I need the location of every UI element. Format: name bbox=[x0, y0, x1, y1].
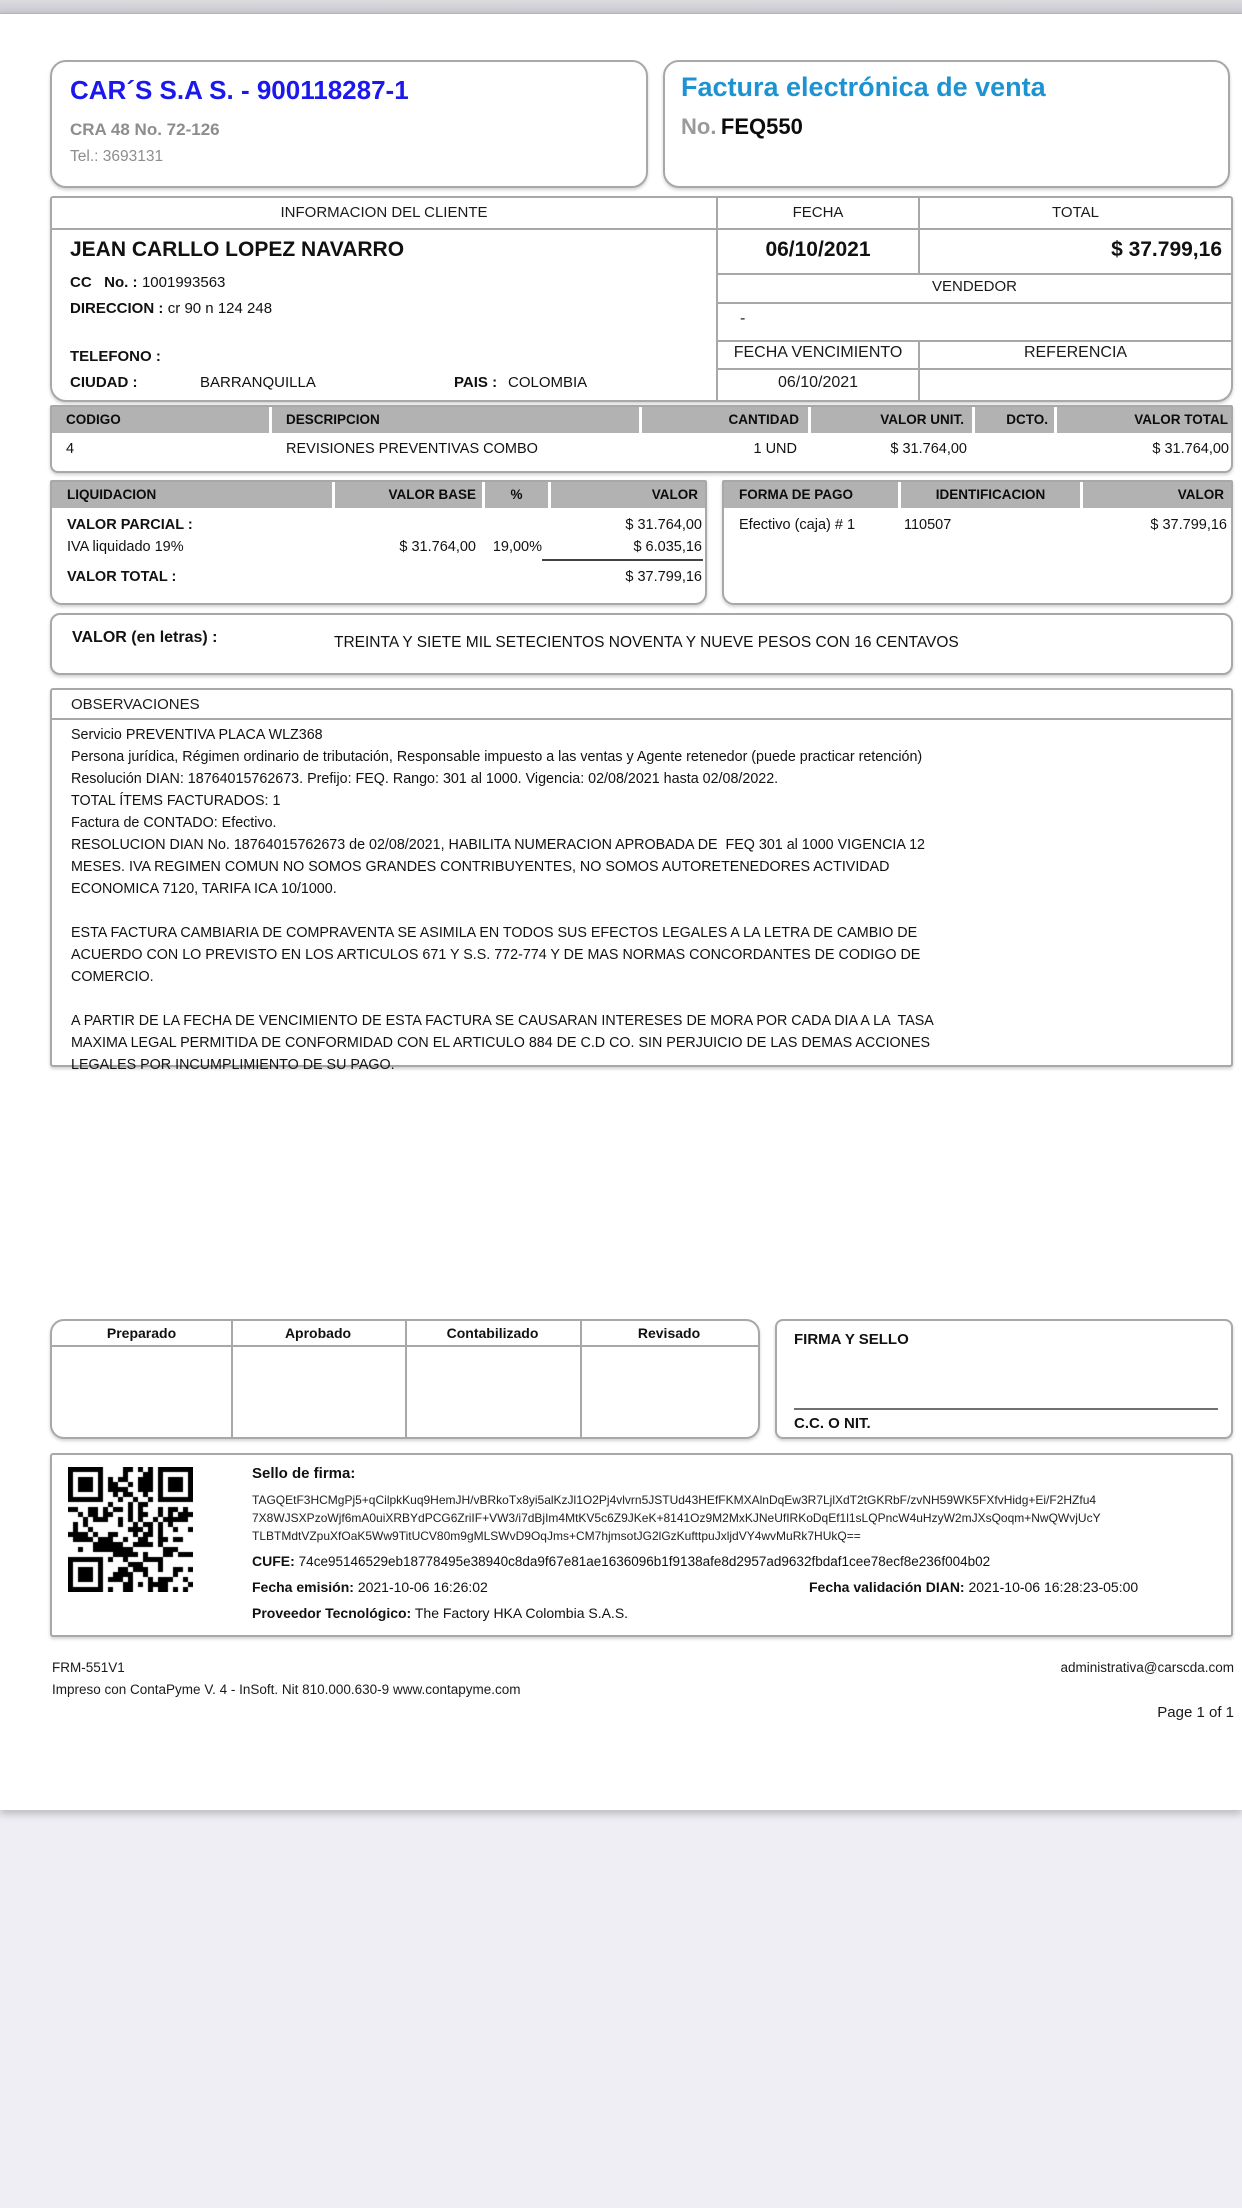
invoice-number-label: No. bbox=[681, 114, 717, 139]
vencimiento-label: FECHA VENCIMIENTO bbox=[733, 344, 903, 361]
approval-col-contabilizado: Contabilizado bbox=[446, 1325, 539, 1341]
pago-table bbox=[722, 480, 1233, 605]
pago-forma: Efectivo (caja) # 1 bbox=[739, 517, 856, 533]
fecha-emision-label: Fecha emisión: bbox=[252, 1579, 354, 1595]
sello-line: 7X8WJSXPzoWjf6mA0uiXRBYdPCG6ZriIF+VW3/i7dBjIm4MtKV5c6Z9JKeK+8141Oz9M2MxKJNeUfIRKoDqEf1l1sLQPncW4uHzyW2mJXsQoqm+NwQWvjUcY bbox=[252, 1511, 1101, 1525]
fecha-emision-line bbox=[252, 1579, 488, 1595]
observaciones-line: Persona jurídica, Régimen ordinario de tributación, Responsable impuesto a las ventas y Agente retenedor (puede practicar retención) bbox=[71, 749, 923, 765]
observaciones-line: LEGALES POR INCUMPLIMIENTO DE SU PAGO. bbox=[71, 1057, 395, 1073]
items-header-valor-unit: VALOR UNIT. bbox=[811, 407, 972, 433]
status-bar bbox=[0, 0, 1242, 14]
valor-letras-box bbox=[50, 613, 1233, 675]
item-valor-total: $ 31.764,00 bbox=[1152, 441, 1229, 457]
liq-row-parcial bbox=[52, 515, 705, 535]
observaciones-line: ECONOMICA 7120, TARIFA ICA 10/1000. bbox=[71, 881, 337, 897]
observaciones-line: MESES. IVA REGIMEN COMUN NO SOMOS GRANDES CONTRIBUYENTES, NO SOMOS AUTORETENEDORES ACTIVIDAD bbox=[71, 859, 890, 875]
qr-code bbox=[68, 1467, 193, 1592]
form-code: FRM-551V1 bbox=[52, 1660, 125, 1675]
observaciones-line: Factura de CONTADO: Efectivo. bbox=[71, 815, 277, 831]
client-country-value: COLOMBIA bbox=[508, 374, 588, 391]
observaciones-line bbox=[71, 900, 1216, 922]
observaciones-line: ESTA FACTURA CAMBIARIA DE COMPRAVENTA SE ASIMILA EN TODOS SUS EFECTOS LEGALES A LA LETRA DE CAMBIO DE bbox=[71, 925, 918, 941]
divider bbox=[52, 228, 1231, 230]
liq-header-valor-base: VALOR BASE bbox=[335, 482, 482, 508]
client-city-line bbox=[52, 374, 716, 394]
vencimiento-value: 06/10/2021 bbox=[777, 374, 859, 391]
sello-line: TAGQEtF3HCMgPj5+qCilpkKuq9HemJH/vBRkoTx8yi5alKzJl1O2Pj4vlvrn5JSTUd43HEfFKMXAlnDqEw3R7LjlXdT2tGKRbF/zvNH59WK5FXfvHidg+Ei/F2HZfu4 bbox=[252, 1493, 1097, 1507]
table-row bbox=[724, 515, 1231, 535]
client-address-label: DIRECCION : bbox=[70, 300, 164, 317]
items-table bbox=[50, 405, 1233, 473]
pago-valor: $ 37.799,16 bbox=[1150, 517, 1227, 533]
proveedor-line bbox=[252, 1605, 628, 1621]
seller-address: CRA 48 No. 72-126 bbox=[70, 120, 220, 139]
signature-line bbox=[794, 1408, 1218, 1410]
divider bbox=[716, 340, 1231, 342]
cufe-value: 74ce95146529eb18778495e38940c8da9f67e81ae1636096b1f9138afe8d2957ad9632fbdaf1cee78ecf8e236f004b02 bbox=[298, 1554, 991, 1569]
pago-header-forma: FORMA DE PAGO bbox=[724, 482, 898, 508]
invoice-title-box bbox=[663, 60, 1230, 188]
liq-row-total bbox=[52, 567, 705, 587]
ccnit-label: C.C. O NIT. bbox=[794, 1415, 871, 1432]
observaciones-line: Resolución DIAN: 18764015762673. Prefijo: FEQ. Rango: 301 al 1000. Vigencia: 02/08/2021 hasta 02/08/2022. bbox=[71, 771, 779, 787]
observaciones-line: COMERCIO. bbox=[71, 969, 154, 985]
observaciones-line: ACUERDO CON LO PREVISTO EN LOS ARTICULOS 671 Y S.S. 772-774 Y DE MAS NORMAS CONCORDANTES DE CODIGO DE bbox=[71, 947, 921, 963]
item-codigo: 4 bbox=[66, 441, 75, 457]
pago-header-identificacion: IDENTIFICACION bbox=[901, 482, 1080, 508]
client-cc-value: 1001993563 bbox=[141, 274, 226, 291]
fecha-validacion-line bbox=[809, 1579, 1138, 1595]
approval-col-preparado: Preparado bbox=[106, 1325, 177, 1341]
total-underline bbox=[542, 559, 703, 561]
liq-parcial-label: VALOR PARCIAL : bbox=[67, 517, 193, 533]
observaciones-line bbox=[71, 988, 1216, 1010]
page-indicator: Page 1 of 1 bbox=[1157, 1704, 1234, 1721]
liquidacion-table bbox=[50, 480, 707, 605]
items-header-valor-total: VALOR TOTAL bbox=[1057, 407, 1231, 433]
proveedor-value: The Factory HKA Colombia S.A.S. bbox=[414, 1605, 629, 1621]
referencia-label: REFERENCIA bbox=[1023, 344, 1128, 361]
observaciones-line: RESOLUCION DIAN No. 18764015762673 de 02/08/2021, HABILITA NUMERACION APROBADA DE FEQ 301 al 1000 VIGENCIA 12 bbox=[71, 837, 925, 853]
invoice-type-title: Factura electrónica de venta bbox=[681, 72, 1046, 102]
invoice-number-line bbox=[681, 114, 803, 140]
item-cantidad: 1 UND bbox=[753, 441, 797, 457]
items-header-cantidad: CANTIDAD bbox=[642, 407, 808, 433]
divider bbox=[405, 1321, 407, 1437]
seller-name: CAR´S S.A S. - 900118287-1 bbox=[70, 75, 409, 105]
invoice-page bbox=[0, 14, 1242, 1810]
client-name: JEAN CARLLO LOPEZ NAVARRO bbox=[70, 238, 405, 261]
liq-iva-pct: 19,00% bbox=[492, 539, 542, 555]
liq-row-iva bbox=[52, 537, 705, 557]
client-country-label: PAIS : bbox=[454, 374, 498, 391]
observaciones-body bbox=[71, 724, 1216, 1076]
items-header-descripcion: DESCRIPCION bbox=[272, 407, 639, 433]
client-city-label: CIUDAD : bbox=[70, 374, 138, 391]
pago-identificacion: 110507 bbox=[904, 517, 952, 533]
client-phone-line bbox=[70, 348, 161, 366]
observaciones-box bbox=[50, 688, 1233, 1073]
divider bbox=[52, 718, 1231, 720]
item-valor-unit: $ 31.764,00 bbox=[890, 441, 967, 457]
liq-total-label: VALOR TOTAL : bbox=[67, 569, 177, 585]
client-address-line bbox=[70, 300, 272, 318]
cufe-line bbox=[252, 1553, 990, 1569]
client-phone-label: TELEFONO : bbox=[70, 348, 161, 365]
liq-header-pct: % bbox=[485, 482, 548, 508]
cufe-label: CUFE: bbox=[252, 1553, 295, 1569]
fecha-emision-value: 2021-10-06 16:26:02 bbox=[357, 1579, 488, 1595]
fecha-value: 06/10/2021 bbox=[765, 238, 871, 261]
observaciones-line: TOTAL ÍTEMS FACTURADOS: 1 bbox=[71, 793, 281, 809]
vendedor-value: - bbox=[740, 310, 746, 327]
approval-col-revisado: Revisado bbox=[637, 1325, 701, 1341]
divider bbox=[580, 1321, 582, 1437]
liq-header-valor: VALOR bbox=[551, 482, 705, 508]
sello-line: TLBTMdtVZpuXfOaK5Ww9TitUCV80m9gMLSWvD9OqJms+CM7hjmsotJG2lGzKufttpuJxljdVY4wvMuRk7HUkQ== bbox=[252, 1529, 861, 1543]
client-address-value: cr 90 n 124 248 bbox=[167, 300, 273, 317]
pago-header-valor: VALOR bbox=[1083, 482, 1231, 508]
firma-sello-label: FIRMA Y SELLO bbox=[794, 1331, 909, 1348]
item-descripcion: REVISIONES PREVENTIVAS COMBO bbox=[286, 441, 538, 457]
liq-header-liquidacion: LIQUIDACION bbox=[52, 482, 332, 508]
valor-letras-label: VALOR (en letras) : bbox=[72, 629, 218, 646]
fecha-validacion-value: 2021-10-06 16:28:23-05:00 bbox=[968, 1579, 1139, 1595]
approval-col-aprobado: Aprobado bbox=[284, 1325, 352, 1341]
footer-email: administrativa@carscda.com bbox=[1060, 1660, 1234, 1675]
items-header-dcto: DCTO. bbox=[975, 407, 1054, 433]
table-row bbox=[52, 439, 1231, 461]
client-cc-line bbox=[70, 274, 225, 292]
approval-table bbox=[50, 1319, 760, 1439]
liq-iva-label: IVA liquidado 19% bbox=[67, 539, 184, 555]
valor-letras-value: TREINTA Y SIETE MIL SETECIENTOS NOVENTA Y NUEVE PESOS CON 16 CENTAVOS bbox=[334, 634, 959, 651]
divider bbox=[231, 1321, 233, 1437]
total-value: $ 37.799,16 bbox=[1111, 238, 1222, 261]
observaciones-line: A PARTIR DE LA FECHA DE VENCIMIENTO DE ESTA FACTURA SE CAUSARAN INTERESES DE MORA POR CADA DIA A LA TASA bbox=[71, 1013, 934, 1029]
sello-title: Sello de firma: bbox=[252, 1465, 356, 1482]
client-city-value: BARRANQUILLA bbox=[200, 374, 316, 391]
client-section-title: INFORMACION DEL CLIENTE bbox=[280, 204, 488, 221]
liq-total-valor: $ 37.799,16 bbox=[625, 569, 702, 585]
vendedor-label: VENDEDOR bbox=[931, 278, 1017, 295]
total-label: TOTAL bbox=[1052, 204, 1099, 221]
divider bbox=[716, 273, 1231, 275]
footer-impreso: Impreso con ContaPyme V. 4 - InSoft. Nit 810.000.630-9 www.contapyme.com bbox=[52, 1682, 521, 1697]
observaciones-line: Servicio PREVENTIVA PLACA WLZ368 bbox=[71, 727, 323, 743]
invoice-number: FEQ550 bbox=[720, 114, 803, 139]
liq-iva-base: $ 31.764,00 bbox=[399, 539, 476, 555]
observaciones-title: OBSERVACIONES bbox=[71, 696, 200, 713]
fecha-label: FECHA bbox=[792, 204, 844, 221]
divider bbox=[716, 368, 1231, 370]
firma-sello-box bbox=[775, 1319, 1233, 1439]
sello-signature-text bbox=[252, 1491, 1231, 1545]
fecha-validacion-label: Fecha validación DIAN: bbox=[809, 1579, 965, 1595]
liq-iva-valor: $ 6.035,16 bbox=[633, 539, 702, 555]
liq-parcial-valor: $ 31.764,00 bbox=[625, 517, 702, 533]
items-header-codigo: CODIGO bbox=[52, 407, 269, 433]
seller-phone: Tel.: 3693131 bbox=[70, 148, 164, 165]
observaciones-line: MAXIMA LEGAL PERMITIDA DE CONFORMIDAD CON EL ARTICULO 884 DE C.D CO. SIN PERJUICIO DE LAS DEMAS ACCIONES bbox=[71, 1035, 931, 1051]
divider bbox=[716, 302, 1231, 304]
proveedor-label: Proveedor Tecnológico: bbox=[252, 1605, 412, 1621]
seller-box bbox=[50, 60, 648, 188]
client-summary-box bbox=[50, 196, 1233, 402]
client-cc-label: CC No. : bbox=[70, 274, 138, 291]
sello-firma-box bbox=[50, 1453, 1233, 1637]
